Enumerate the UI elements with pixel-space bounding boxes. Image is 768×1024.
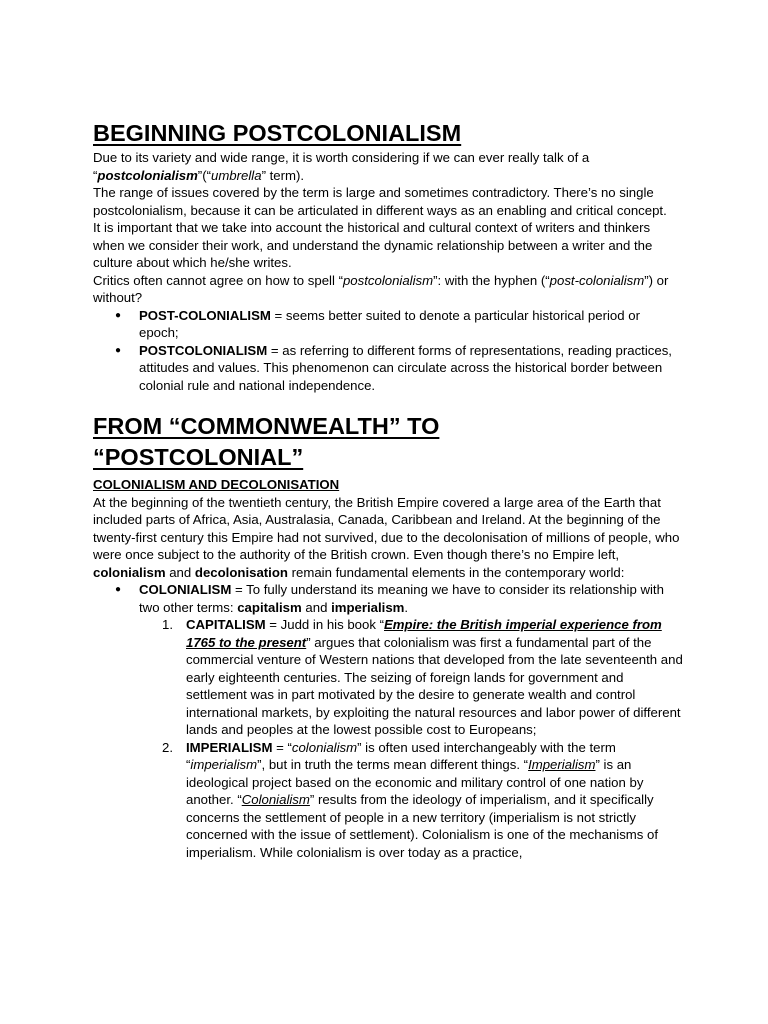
definition-text: = seems better suited to denote a particular historical period or epoch;	[139, 307, 640, 340]
text-run: Due to its variety and wide range, it is worth considering if we can ever really talk of a “	[93, 150, 590, 183]
term-postcolonialism: POSTCOLONIALISM	[139, 342, 268, 358]
paragraph-spelling	[93, 272, 683, 307]
bold-imperialism: imperialism	[331, 599, 405, 615]
bullet-list-colonialism	[93, 581, 683, 861]
list-item-colonialism	[139, 581, 683, 861]
text-run: and	[301, 599, 332, 615]
term-colonialism: COLONIALISM	[139, 582, 232, 597]
bold-capitalism: capitalism	[237, 599, 302, 615]
emphasis-imperialism: imperialism	[190, 757, 258, 772]
paragraph-range-of-issues: The range of issues covered by the term is large and sometimes contradictory. There’s no single postcolonialism, because it can be articulated in different ways as an enabling and critical concept.	[93, 185, 667, 218]
text-run: .	[404, 599, 409, 615]
subheading-colonialism-decolonisation: COLONIALISM AND DECOLONISATION	[93, 477, 340, 492]
text-run: ”: with the hyphen (“	[433, 272, 550, 288]
text-run: = Judd in his book “	[265, 617, 385, 632]
text-run: ” is an ideological project based on the economic and military control of one nation by another. “	[186, 757, 644, 807]
paragraph-historical-context: It is important that we take into account the historical and cultural context of writers and thinkers when we consider their work, and understand the dynamic relationship between a writer and the culture about which he/she writes.	[93, 220, 653, 270]
bullet-list-spellings	[93, 307, 683, 395]
list-number: 2.	[162, 739, 173, 755]
bold-colonialism: colonialism	[93, 564, 166, 580]
text-run: remain fundamental elements in the contemporary world:	[287, 564, 625, 580]
section-heading-beginning-postcolonialism: BEGINNING POSTCOLONIALISM	[93, 120, 462, 146]
book-title: Empire: the British imperial experience from 1765 to the present	[186, 617, 662, 650]
emphasis-umbrella: umbrella	[210, 167, 262, 183]
text-run: Critics often cannot agree on how to spell “	[93, 272, 343, 288]
definition-text: = as referring to different forms of representations, reading practices, attitudes and values. This phenomenon can circulate across the historical border between colonial rule and national independence.	[139, 342, 672, 393]
section-heading-commonwealth-line2: “POSTCOLONIAL”	[93, 444, 304, 470]
text-run: ” argues that colonialism was first a fundamental part of the commercial venture of Western nations that developed from the late seventeenth and early eighteenth centuries. The seizing of foreign lands for government and settlement was in part motivated by the desire to generate wealth and control international markets, by exploiting the natural resources and labor power of different lands and peoples at the lowest possible cost to Europeans;	[186, 634, 683, 737]
text-run: ” results from the ideology of imperialism, and it specifically concerns the settlement of people in a new territory (imperialism is not strictly concerned with the issue of settlement). Colonialism is one of the mechanisms of imperialism. While colonialism is over today as a practice,	[186, 792, 659, 860]
list-item-imperialism	[162, 739, 683, 862]
text-run: ” term).	[261, 167, 305, 183]
text-run: = To fully understand its meaning we have to consider its relationship with two other terms:	[139, 582, 664, 615]
text-run: and	[165, 564, 195, 580]
emphasis-postcolonialism: postcolonialism	[342, 272, 434, 288]
list-item-capitalism	[162, 616, 683, 739]
list-item-post-colonialism	[139, 307, 683, 342]
document-page	[93, 118, 683, 861]
emphasis-postcolonialism: postcolonialism	[97, 167, 198, 183]
list-item-postcolonialism	[139, 342, 683, 395]
bold-decolonisation: decolonisation	[194, 564, 288, 580]
emphasis-colonialism: colonialism	[291, 739, 358, 755]
text-run: ”) or without?	[93, 272, 669, 305]
emphasis-post-colonialism: post-colonialism	[549, 272, 645, 288]
paragraph-british-empire	[93, 494, 683, 582]
section-heading-commonwealth-line1: FROM “COMMONWEALTH” TO	[93, 413, 440, 439]
term-capitalism: CAPITALISM	[186, 617, 266, 632]
emphasis-colonialism-underlined: Colonialism	[241, 792, 310, 807]
term-imperialism: IMPERIALISM	[186, 739, 273, 755]
list-number: 1.	[162, 617, 173, 632]
text-run: ” is often used interchangeably with the term “	[186, 739, 616, 772]
text-run: = “	[272, 739, 292, 755]
emphasis-imperialism-underlined: Imperialism	[528, 757, 596, 772]
text-run: At the beginning of the twentieth century, the British Empire covered a large area of the Earth that included parts of Africa, Asia, Australasia, Canada, Caribbean and Ireland. At the beginning of the twenty-first century this Empire had not survived, due to the decolonisation of millions of people, who were once subject to the authority of the British crown. Even though there’s no Empire left,	[93, 494, 680, 562]
numbered-list-terms	[139, 616, 683, 861]
term-post-colonialism: POST-COLONIALISM	[139, 307, 271, 323]
text-run: ”(“	[197, 167, 211, 183]
paragraph-variety	[93, 149, 683, 184]
text-run: ”, but in truth the terms mean different things. “	[257, 757, 529, 772]
